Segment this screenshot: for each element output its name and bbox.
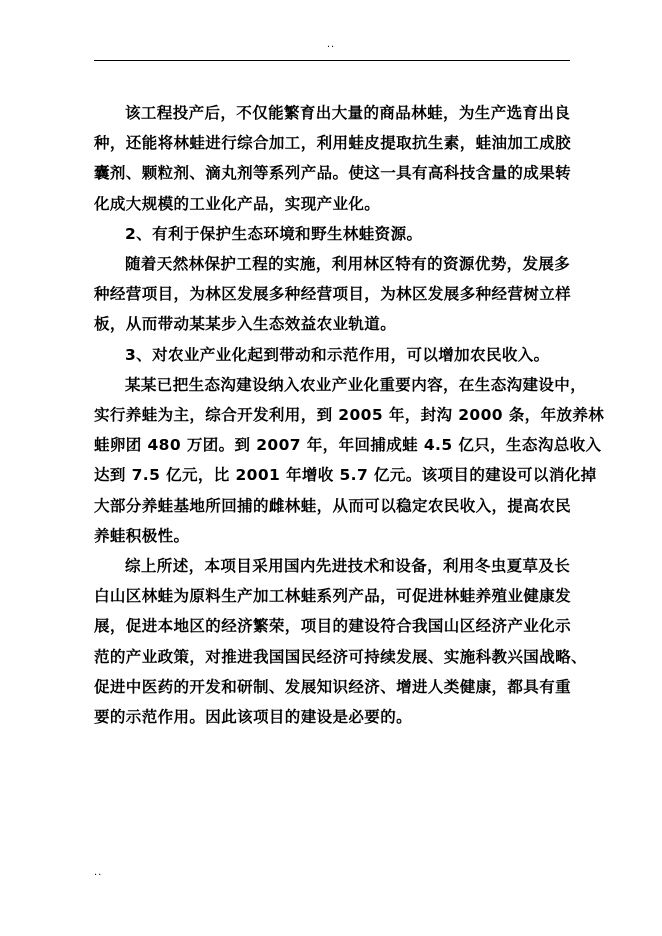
paragraph-line: 达到 7.5 亿元，比 2001 年增收 5.7 亿元。该项目的建设可以消化掉 <box>94 466 597 485</box>
paragraph-line: 该工程投产后，不仅能繁育出大量的商品林蛙，为生产选育出良 <box>125 104 571 122</box>
header-rule <box>94 60 570 61</box>
paragraph-line: 某某已把生态沟建设纳入农业产业化重要内容，在生态沟建设中， <box>125 375 587 394</box>
section-heading-2 <box>94 219 570 249</box>
paragraph-line: 促进中医药的开发和研制、发展知识经济、增进人类健康，都具有重 <box>94 677 572 696</box>
paragraph-line: 囊剂、颗粒剂、滴丸剂等系列产品。使这一具有高科技含量的成果转 <box>94 164 572 183</box>
paragraph-line: 范的产业政策，对推进我国国民经济可持续发展、实施科教兴国战略、 <box>94 647 587 666</box>
paragraph-line: 3、对农业产业化起到带动和示范作用，可以增加农民收入。 <box>125 345 550 364</box>
paragraph-line: 种经营项目，为林区发展多种经营项目，为林区发展多种经营树立样 <box>94 285 572 304</box>
paragraph-line: 2、有利于保护生态环境和野生林蛙资源。 <box>125 224 423 243</box>
paragraph-line: 蛙卵团 480 万团。到 2007 年，年回捕成蛙 4.5 亿只，生态沟总收入 <box>94 436 602 455</box>
paragraph-2 <box>94 249 570 340</box>
paragraph-line: 要的示范作用。因此该项目的建设是必要的。 <box>94 708 413 727</box>
paragraph-4 <box>94 551 587 732</box>
paragraph-line: 展，促进本地区的经济繁荣，项目的建设符合我国山区经济产业化示 <box>94 617 572 636</box>
paragraph-line: 大部分养蛙基地所回捕的雌林蛙，从而可以稳定农民收入，提高农民 <box>94 496 572 515</box>
section-heading-3 <box>94 340 570 370</box>
paragraph-line: 白山区林蛙为原料生产加工林蛙系列产品，可促进林蛙养殖业健康发 <box>94 587 572 606</box>
paragraph-3 <box>94 370 605 551</box>
paragraph-line: 板，从而带动某某步入生态效益农业轨道。 <box>94 315 397 334</box>
paragraph-line: 实行养蛙为主，综合开发利用，到 2005 年，封沟 2000 条，年放养林 <box>94 406 605 425</box>
document-body <box>94 98 605 732</box>
paragraph-line: 随着天然林保护工程的实施，利用林区特有的资源优势，发展多 <box>125 255 571 274</box>
paragraph-1 <box>94 98 570 219</box>
paragraph-line: 化成大规模的工业化产品，实现产业化。 <box>94 194 381 213</box>
paragraph-line: 种，还能将林蛙进行综合加工，利用蛙皮提取抗生素，蛙油加工成胶 <box>94 134 572 153</box>
footer-marker: .. <box>94 867 103 878</box>
paragraph-line: 养蛙积极性。 <box>94 526 190 545</box>
paragraph-line: 综上所述，本项目采用国内先进技术和设备，利用冬虫夏草及长 <box>125 557 571 576</box>
header-marker: .. <box>326 39 336 50</box>
